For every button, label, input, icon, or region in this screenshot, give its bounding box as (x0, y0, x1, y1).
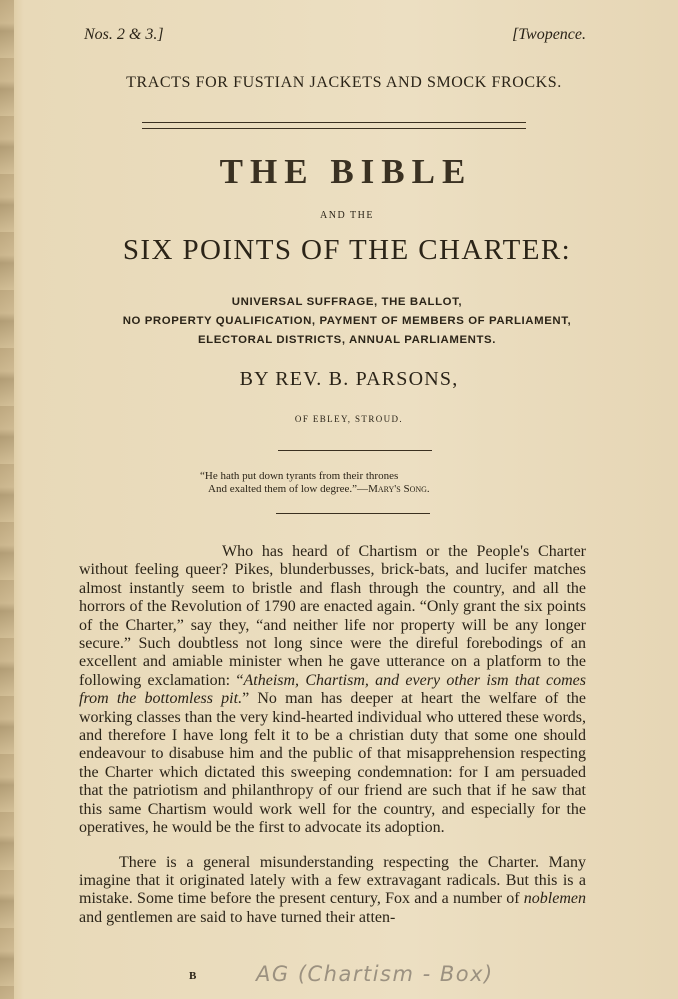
paragraph-text: Who has heard of Chartism or the People's Charter without feeling queer? Pikes, blunderbusses, brick-bats, and lucifer matches almost instantly seem to bristle and flash through the country, and all the horrors of the Revolution of 1790 are enacted again. “Only grant the six points of the Charter,” say they, “and neither life nor property will be any longer secure.” Such doubtless not long since were the direful forebodings of an excellent and amiable minister when he gave utterance on a platform to the following exclamation: “ (79, 543, 586, 689)
paragraph (79, 854, 586, 928)
epigraph-line (200, 483, 430, 496)
paragraph-text: and gentlemen are said to have turned their atten- (79, 908, 396, 926)
author-place: OF EBLEY, STROUD. (294, 414, 404, 424)
issue-number: Nos. 2 & 3.] (84, 26, 164, 43)
epigraph-source: Mary's Song. (368, 483, 430, 495)
title-connector: AND THE (320, 210, 374, 221)
paragraph-text: There is a general misunderstanding respecting the Charter. Many imagine that it originated lately with a few extravagant radicals. But this is a mistake. Some time before the present century, Fox and a number of (79, 853, 586, 908)
body-text (79, 543, 586, 927)
paragraph (79, 543, 586, 838)
charter-points-line: NO PROPERTY QUALIFICATION, PAYMENT OF MEMBERS OF PARLIAMENT, (122, 315, 572, 327)
signature-mark: B (189, 970, 197, 982)
paragraph-text: ” No man has deeper at heart the welfare of the working classes than the very kind-hearted individual who uttered these words, and therefore I have long felt it to be a christian duty that some one should endeavour to disabuse him and the public of that misapprehension respecting the Charter which dictated this sweeping condemnation: for I am persuaded that the patriotism and philanthropy of our friend are such that if he saw that this same Chartism would work well for the country, and especially for the operatives, he would be the first to advocate its adoption. (79, 690, 586, 837)
rule-below-epigraph (276, 513, 430, 514)
emphasis: noblemen (523, 890, 586, 908)
epigraph (200, 470, 430, 496)
series-title: TRACTS FOR FUSTIAN JACKETS AND SMOCK FROCKS. (126, 74, 562, 91)
quotation: Atheism, Chartism, and every other ism that comes from the bottomless pit. (79, 671, 587, 708)
pencil-annotation: AG (Chartism - Box) (256, 962, 494, 986)
epigraph-line: “He hath put down tyrants from their thrones (200, 470, 399, 482)
price: [Twopence. (512, 26, 586, 43)
charter-points (0, 293, 678, 350)
subtitle: SIX POINTS OF THE CHARTER: (122, 234, 572, 266)
page-edge-stain (0, 0, 14, 999)
epigraph-text: And exalted them of low degree.”— (208, 483, 369, 495)
main-title: THE BIBLE (219, 152, 473, 191)
charter-points-line: UNIVERSAL SUFFRAGE, THE BALLOT, (231, 296, 463, 308)
rule-above-epigraph (278, 450, 432, 451)
charter-points-line: ELECTORAL DISTRICTS, ANNUAL PARLIAMENTS. (197, 334, 496, 346)
author: BY REV. B. PARSONS, (239, 368, 459, 390)
double-rule (142, 122, 526, 129)
